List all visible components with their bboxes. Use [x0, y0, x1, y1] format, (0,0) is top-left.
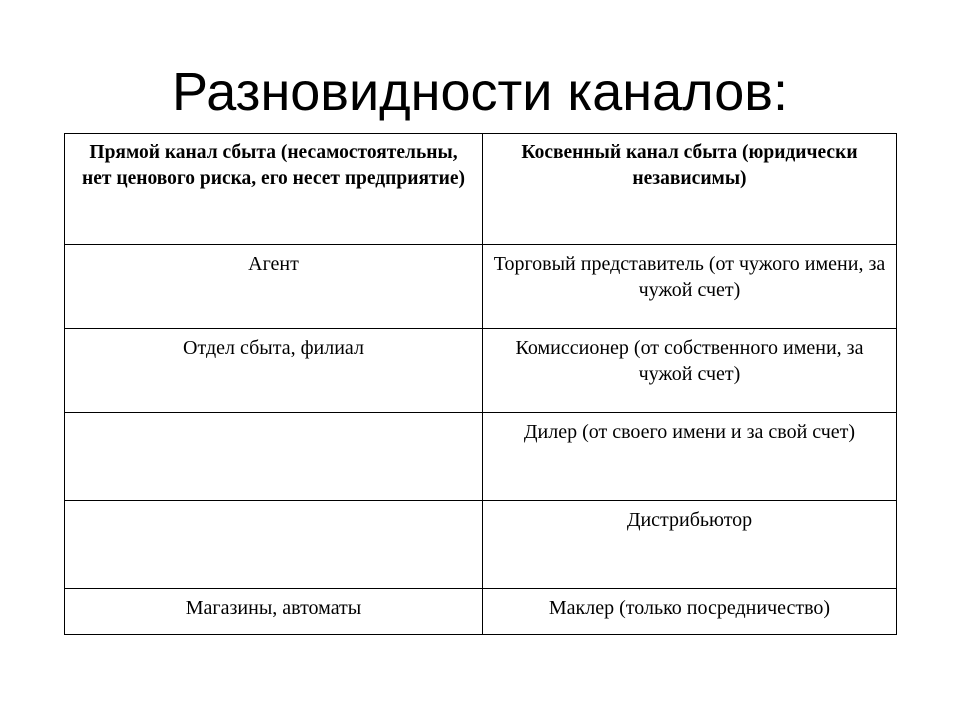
indirect-channel-cell: Дилер (от своего имени и за свой счет)	[483, 413, 897, 501]
direct-channel-cell	[65, 501, 483, 589]
table-row	[65, 413, 897, 501]
direct-channel-cell: Отдел сбыта, филиал	[65, 329, 483, 413]
channels-table	[64, 133, 897, 635]
indirect-channel-cell: Комиссионер (от собственного имени, за чужой счет)	[483, 329, 897, 413]
header-indirect-channel: Косвенный канал сбыта (юридически независимы)	[483, 134, 897, 245]
table-header-row	[65, 134, 897, 245]
slide-title: Разновидности каналов:	[172, 62, 788, 122]
direct-channel-cell	[65, 413, 483, 501]
indirect-channel-cell: Маклер (только посредничество)	[483, 589, 897, 635]
direct-channel-cell: Магазины, автоматы	[65, 589, 483, 635]
table-row	[65, 329, 897, 413]
direct-channel-cell: Агент	[65, 245, 483, 329]
table-row	[65, 245, 897, 329]
header-direct-channel: Прямой канал сбыта (несамостоятельны, нет ценового риска, его несет предприятие)	[65, 134, 483, 245]
indirect-channel-cell: Торговый представитель (от чужого имени, за чужой счет)	[483, 245, 897, 329]
indirect-channel-cell: Дистрибьютор	[483, 501, 897, 589]
table-row	[65, 589, 897, 635]
table-row	[65, 501, 897, 589]
